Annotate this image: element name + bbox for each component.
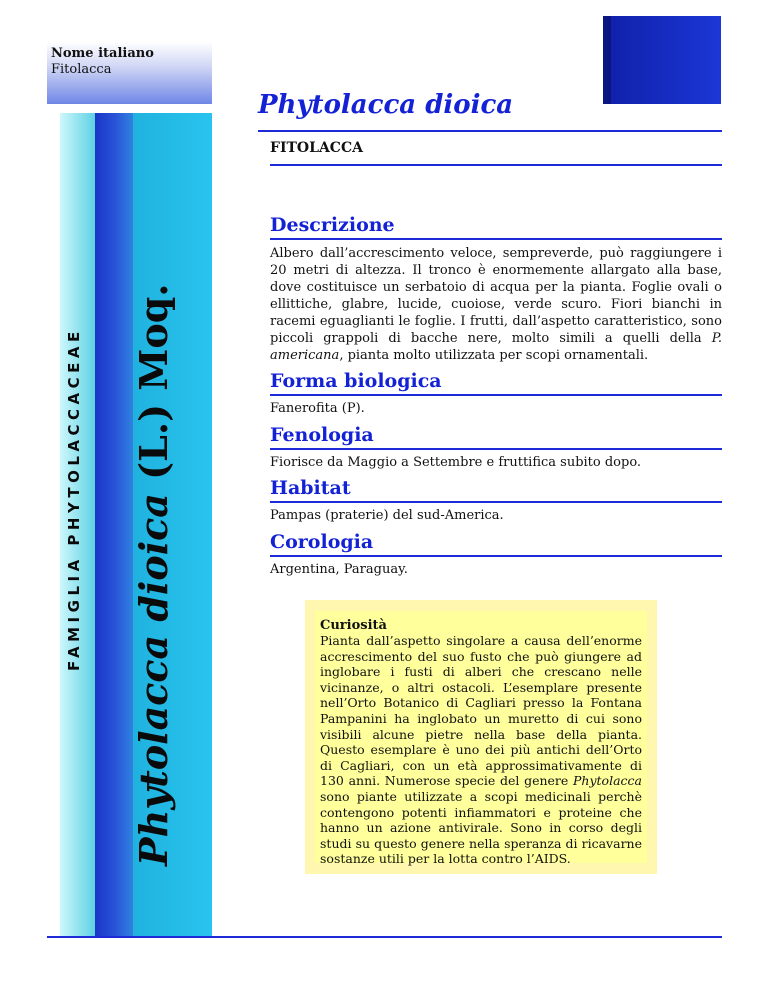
fenologia-heading: Fenologia: [270, 424, 374, 446]
species-vertical-title: [131, 284, 176, 867]
family-label: FAMIGLIA PHYTOLACCACEAE: [65, 327, 83, 671]
fenologia-text: Fiorisce da Maggio a Settembre e fruttifica subito dopo.: [270, 455, 642, 470]
corner-decoration: [603, 16, 721, 104]
corner-decoration-edge: [603, 16, 611, 104]
fenologia-rule: [270, 448, 722, 450]
curiosita-text-a: Pianta dall’aspetto singolare a causa dell’enorme accrescimento del suo fusto che può giungere ad inglobare i fusti di alberi che crescano nelle vicinanze, o altri ostacoli. L’esemplare presente nell’Orto Botanico di Cagliari presso la Fontana Pampanini ha inglobato un muretto di cui sono visibili alcune pietre nella base della pianta. Questo esemplare è uno dei più antichi dell’Orto di Cagliari, con un età approssimativamente di 130 anni. Numerose specie del genere: [320, 633, 642, 789]
descrizione-rule: [270, 238, 722, 240]
corologia-heading: Corologia: [270, 531, 374, 553]
sidebar-band-stripe: [95, 113, 133, 938]
forma-text: Fanerofita (P).: [270, 401, 365, 416]
curiosita-title: Curiosità: [320, 618, 387, 633]
habitat-text: Pampas (praterie) del sud-America.: [270, 508, 504, 523]
corologia-text: Argentina, Paraguay.: [270, 562, 408, 577]
title-rule: [258, 130, 722, 132]
descrizione-text-italic: P. americana: [270, 331, 722, 363]
species-name: Phytolacca dioica: [131, 493, 176, 866]
page-title: Phytolacca dioica: [258, 90, 514, 120]
descrizione-text-a: Albero dall’accrescimento veloce, sempreverde, può raggiungere i 20 metri di altezza. Il tronco è enormemente allargato alla base, dove costituisce un serbatoio di acqua per la pianta. Foglie ovali o ellittiche, glabre, lucide, cuoiose, verde scuro. Fiori bianchi in racemi eguaglianti le foglie. I frutti, dall’aspetto caratteristico, sono piccoli grappoli di bacche nere, molto simili a quelli della: [270, 246, 722, 346]
bottom-rule: [47, 936, 722, 938]
species-author: (L.) Moq.: [131, 283, 176, 494]
forma-heading: Forma biologica: [270, 370, 442, 392]
habitat-rule: [270, 501, 722, 503]
curiosita-text: [320, 633, 642, 867]
subtitle-rule: [270, 164, 722, 166]
habitat-heading: Habitat: [270, 477, 351, 499]
corologia-rule: [270, 555, 722, 557]
italian-name-value: Fitolacca: [51, 62, 112, 77]
page-subtitle: FITOLACCA: [270, 140, 363, 156]
descrizione-heading: Descrizione: [270, 214, 395, 236]
curiosita-text-b: sono piante utilizzate a scopi medicinali perchè contengono potenti infiammatori e proteine che hanno un azione antivirale. Sono in corso degli studi su questo genere nella speranza di ricavarne sostanze utili per la lotta contro l’AIDS.: [320, 788, 642, 867]
descrizione-text: [270, 245, 722, 364]
curiosita-text-italic: Phytolacca: [573, 773, 642, 789]
descrizione-text-b: , pianta molto utilizzata per scopi ornamentali.: [339, 348, 649, 363]
forma-rule: [270, 394, 722, 396]
italian-name-label: Nome italiano: [51, 46, 154, 61]
italian-name-box: [47, 42, 212, 104]
